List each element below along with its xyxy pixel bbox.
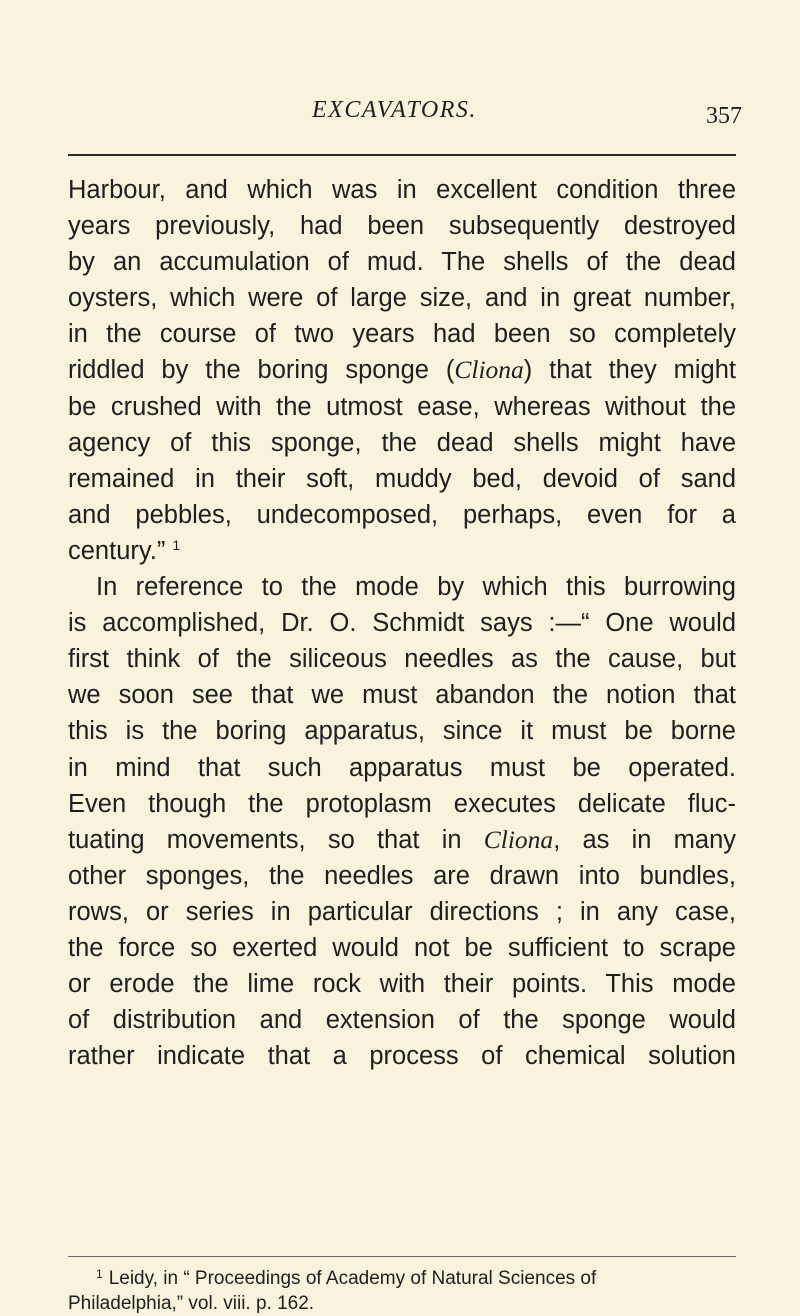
text-line: In reference to the mode by which this burrowing [96, 573, 736, 602]
text-line [68, 822, 736, 858]
text-run: ) that they might [523, 356, 737, 385]
text-line: rows, or series in particular directions ; in any case, [68, 897, 736, 926]
text-line: be crushed with the utmost ease, whereas without the [68, 392, 736, 421]
text-line: and pebbles, undecomposed, perhaps, even for a [68, 500, 736, 529]
text-line: the force so exerted would not be sufficient to scrape [68, 933, 736, 962]
text-run: century.” [68, 536, 166, 565]
footnote-line: Philadelphia,” vol. viii. p. 162. [68, 1293, 315, 1314]
text-line: we soon see that we must abandon the notion that [68, 681, 736, 710]
text-line: Even though the protoplasm executes delicate fluc- [68, 789, 736, 818]
text-line: by an accumulation of mud. The shells of the dead [68, 248, 736, 277]
text-line: first think of the siliceous needles as the cause, but [68, 645, 736, 674]
footnote-mark: 1 [96, 1267, 103, 1281]
text-line: is accomplished, Dr. O. Schmidt says :—“ One would [68, 609, 736, 638]
genus-name: Cliona [454, 355, 524, 385]
text-run: Leidy, in “ Proceedings of Academy of Natural Sciences of [108, 1268, 597, 1289]
body-text [68, 172, 736, 1074]
text-line: oysters, which were of large size, and in great number, [68, 284, 736, 313]
text-line: remained in their soft, muddy bed, devoid of sand [68, 464, 736, 493]
text-line: other sponges, the needles are drawn into bundles, [68, 861, 736, 890]
page-number: 357 [706, 103, 742, 129]
text-line: Harbour, and which was in excellent condition three [68, 176, 736, 204]
header-rule [68, 154, 736, 156]
text-line: rather indicate that a process of chemical solution [68, 1042, 736, 1071]
text-run: tuating movements, so that in [68, 825, 484, 854]
text-line: of distribution and extension of the sponge would [68, 1006, 736, 1035]
paragraph-1 [68, 172, 736, 569]
running-title: EXCAVATORS. [312, 97, 477, 123]
text-run: riddled by the boring sponge ( [68, 356, 455, 385]
text-line [68, 352, 736, 388]
paragraph-2 [68, 569, 736, 1074]
footnote [68, 1262, 736, 1316]
text-line: years previously, had been subsequently destroyed [68, 212, 736, 241]
running-head [0, 97, 800, 137]
text-run: , as in many [553, 825, 736, 854]
text-line: or erode the lime rock with their points. This mode [68, 970, 736, 999]
footnote-reference[interactable]: 1 [172, 536, 181, 553]
footnote-rule [68, 1256, 736, 1257]
text-line [68, 533, 736, 569]
text-line: in the course of two years had been so completely [68, 320, 736, 349]
text-line: agency of this sponge, the dead shells might have [68, 428, 736, 457]
genus-name: Cliona [483, 824, 554, 854]
footnote-line [68, 1262, 736, 1291]
text-line: in mind that such apparatus must be operated. [68, 753, 736, 782]
text-line: this is the boring apparatus, since it must be borne [68, 717, 736, 746]
